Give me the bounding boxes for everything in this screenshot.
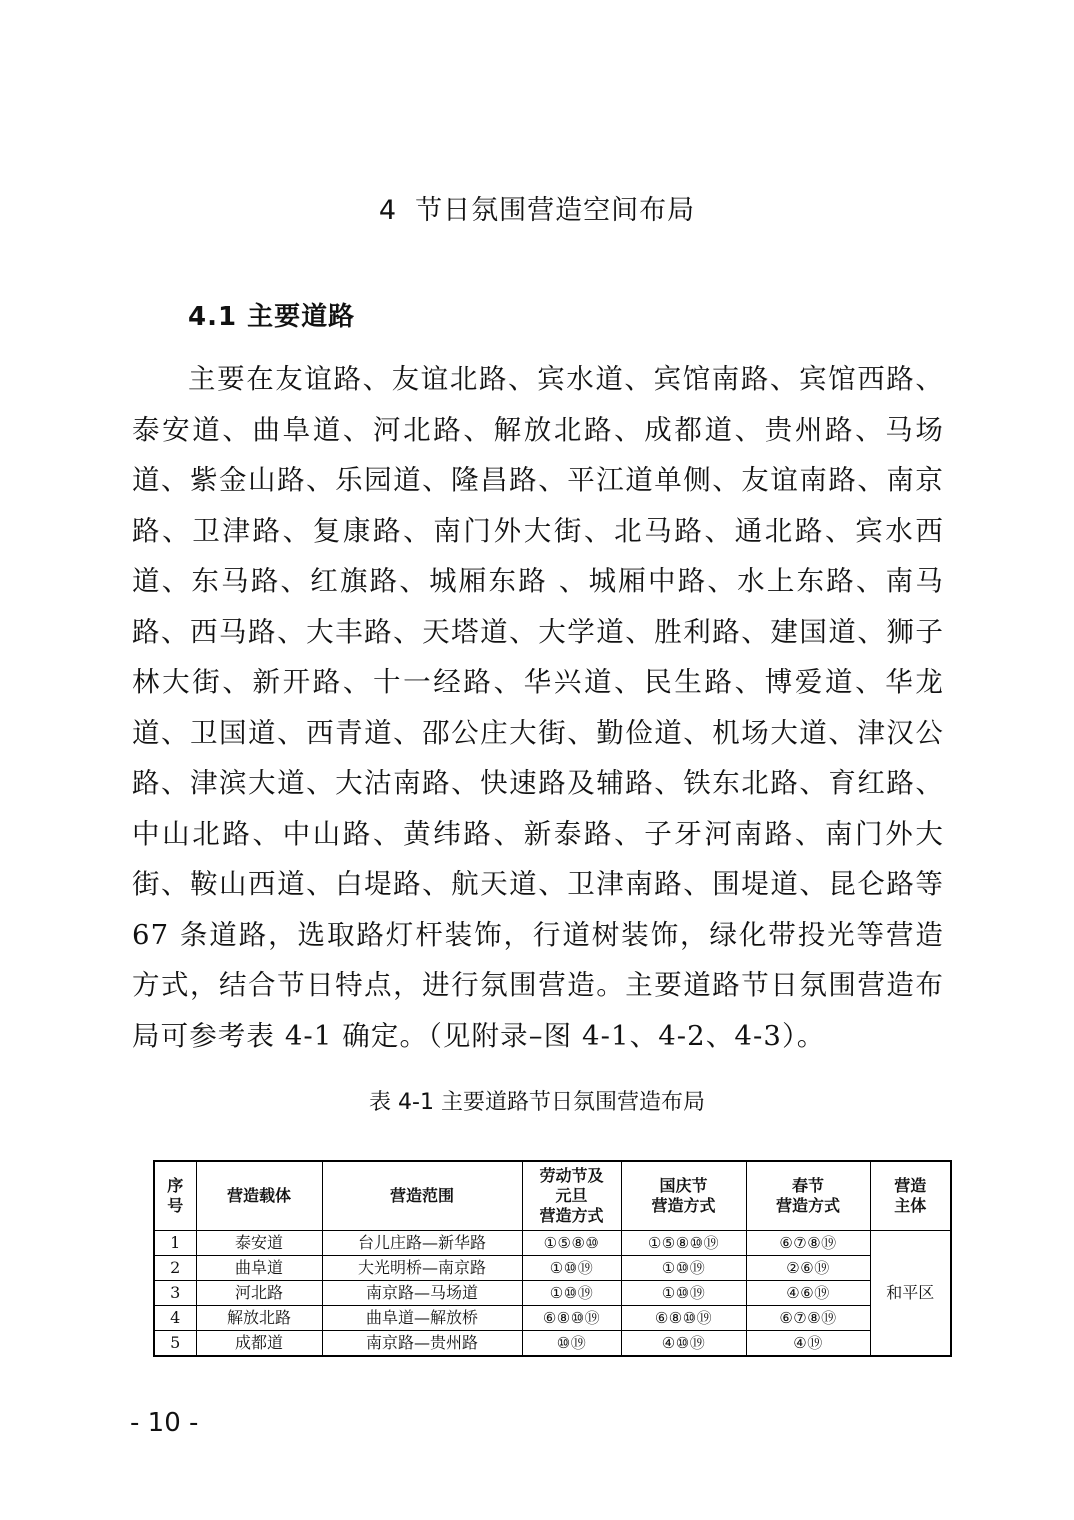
header-subject-text: 营造 主体: [894, 1176, 927, 1215]
cell-labor-day: ①⑩⑲: [522, 1256, 621, 1281]
cell-range: 台儿庄路—新华路: [322, 1231, 522, 1256]
header-labor-day: [522, 1161, 621, 1231]
cell-range: 大光明桥—南京路: [322, 1256, 522, 1281]
cell-national-day: ⑥⑧⑩⑲: [621, 1306, 746, 1331]
cell-range: 南京路—马场道: [322, 1281, 522, 1306]
cell-index: 2: [154, 1256, 196, 1281]
header-index: [154, 1161, 196, 1231]
cell-labor-day: ⑥⑧⑩⑲: [522, 1306, 621, 1331]
header-labor-day-text: 劳动节及 元旦 营造方式: [539, 1166, 604, 1225]
cell-range: 曲阜道—解放桥: [322, 1306, 522, 1331]
cell-subject: 和平区: [870, 1231, 951, 1357]
cell-carrier: 河北路: [196, 1281, 322, 1306]
chapter-number: 4: [378, 195, 398, 226]
cell-carrier: 解放北路: [196, 1306, 322, 1331]
cell-labor-day: ①⑩⑲: [522, 1281, 621, 1306]
cell-national-day: ①⑩⑲: [621, 1281, 746, 1306]
cell-carrier: 成都道: [196, 1331, 322, 1357]
header-national-day-text: 国庆节 营造方式: [651, 1176, 716, 1215]
table-header-row: [154, 1161, 951, 1231]
table-row: [154, 1256, 951, 1281]
section-title-text: 主要道路: [247, 302, 356, 332]
header-range: 营造范围: [322, 1161, 522, 1231]
table-row: [154, 1306, 951, 1331]
section-title: [188, 296, 355, 333]
section-number: 4.1: [188, 302, 238, 332]
cell-carrier: 曲阜道: [196, 1256, 322, 1281]
cell-range: 南京路—贵州路: [322, 1331, 522, 1357]
table-row: [154, 1281, 951, 1306]
cell-spring-festival: ⑥⑦⑧⑲: [746, 1231, 870, 1256]
cell-labor-day: ⑩⑲: [522, 1331, 621, 1357]
cell-spring-festival: ④⑲: [746, 1331, 870, 1357]
chapter-title: [0, 188, 1074, 227]
road-layout-table: [153, 1160, 952, 1357]
cell-national-day: ④⑩⑲: [621, 1331, 746, 1357]
header-subject: [870, 1161, 951, 1231]
page-number: - 10 -: [130, 1408, 199, 1438]
header-spring-festival: [746, 1161, 870, 1231]
cell-national-day: ①⑤⑧⑩⑲: [621, 1231, 746, 1256]
cell-index: 5: [154, 1331, 196, 1357]
cell-index: 1: [154, 1231, 196, 1256]
chapter-title-text: 节日氛围营造空间布局: [415, 195, 696, 226]
header-spring-festival-text: 春节 营造方式: [775, 1176, 840, 1215]
cell-labor-day: ①⑤⑧⑩: [522, 1231, 621, 1256]
table-caption: 表 4-1 主要道路节日氛围营造布局: [369, 1090, 705, 1115]
header-national-day: [621, 1161, 746, 1231]
cell-carrier: 泰安道: [196, 1231, 322, 1256]
cell-national-day: ①⑩⑲: [621, 1256, 746, 1281]
table-row: [154, 1231, 951, 1256]
table-row: [154, 1331, 951, 1357]
cell-spring-festival: ⑥⑦⑧⑲: [746, 1306, 870, 1331]
body-paragraph: 主要在友谊路、友谊北路、宾水道、宾馆南路、宾馆西路、泰安道、曲阜道、河北路、解放北路、成都道、贵州路、马场道、紫金山路、乐园道、隆昌路、平江道单侧、友谊南路、南京路、卫津路、复康路、南门外大街、北马路、通北路、宾水西道、东马路、红旗路、城厢东路 、城厢中路、水上东路、南马路、西马路、大丰路、天塔道、大学道、胜利路、建国道、狮子林大街、新开路、十一经路、华兴道、民生路、博爱道、华龙道、卫国道、西青道、邵公庄大街、勤俭道、机场大道、津汉公路、津滨大道、大沽南路、快速路及辅路、铁东北路、育红路、中山北路、中山路、黄纬路、新泰路、子牙河南路、南门外大街、鞍山西道、白堤路、航天道、卫津南路、围堤道、昆仑路等 67 条道路，选取路灯杆装饰，行道树装饰，绿化带投光等营造方式，结合节日特点，进行氛围营造。主要道路节日氛围营造布局可参考表 4-1 确定。（见附录–图 4-1、4-2、4-3）。: [132, 363, 944, 1052]
cell-spring-festival: ②⑥⑲: [746, 1256, 870, 1281]
cell-index: 4: [154, 1306, 196, 1331]
cell-index: 3: [154, 1281, 196, 1306]
cell-spring-festival: ④⑥⑲: [746, 1281, 870, 1306]
header-index-text: 序 号: [167, 1176, 184, 1215]
header-carrier: 营造载体: [196, 1161, 322, 1231]
